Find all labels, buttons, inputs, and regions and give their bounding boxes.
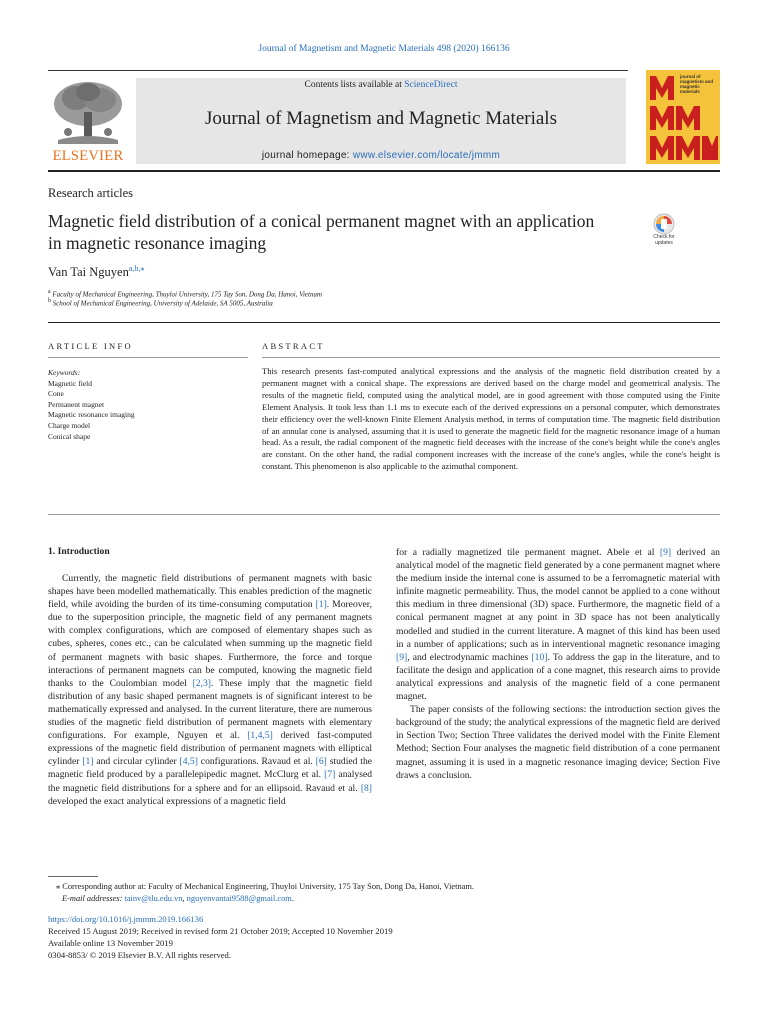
affiliation-a-mark: a: [48, 289, 51, 295]
article-info-rule: [48, 357, 248, 358]
contents-prefix: Contents lists available at: [304, 80, 405, 90]
received-dates: Received 15 August 2019; Received in revised form 21 October 2019; Accepted 10 November 2019: [48, 925, 393, 936]
body-text: , and electrodynamic machines: [407, 651, 532, 663]
affiliation-a-text: Faculty of Mechanical Engineering, Thuyloi University, 175 Tay Son, Dong Da, Hanoi, Vietnam: [52, 290, 323, 299]
journal-title: Journal of Magnetism and Magnetic Materials: [205, 108, 557, 129]
affiliation-a: [48, 289, 322, 298]
body-text: developed the exact analytical expressions of a magnetic field: [48, 795, 286, 807]
affiliation-b-mark: b: [48, 298, 51, 304]
article-section-label: Research articles: [48, 186, 134, 200]
abstract-text: This research presents fast-computed analytical expressions and the analysis of the magnetic field distribution created by a permanent magnet with a conical shape. The expressions are derived based on the charge model and geometrical analysis. The results of the magnetic field, computed using the analytical model, are in good agreement with those computed using the Finite Element Analysis. It took less than 1.1 ms to execute each of the derived expressions on a personal computer, which demonstrates their efficiency over the well-known Finite Element Analysis method, in terms of computation time. The magnetic field distribution of an annular cone is analysed, assuming that it is used to generate the magnetic field for the magnetic resonance image of a human head. As a result, the radial component of the magnetic field deceases with the increase of the cone's height while the cone's angles are constant. On the other hand, the radial component increases with the increase of the cone's angles, while the cone's height is constant. This phenomenon is also applicable to the azimuthal component.: [262, 366, 720, 472]
body-text: derived fast-computed expressions of the magnetic field distribution of permanent magnets with elliptical cylinder: [48, 730, 372, 768]
check-updates-label: Check for updates: [653, 234, 675, 246]
publication-info: [48, 914, 720, 962]
check-for-updates-badge[interactable]: [646, 213, 682, 253]
abstract-heading: ABSTRACT: [262, 341, 325, 351]
masthead-top-rule: [48, 70, 628, 71]
footnote-line: [48, 881, 720, 893]
citation-link[interactable]: [1]: [315, 599, 327, 611]
author-name[interactable]: Van Tai Nguyen: [48, 265, 129, 280]
journal-citation-link[interactable]: Journal of Magnetism and Magnetic Materials 498 (2020) 166136: [258, 44, 510, 54]
journal-masthead: [48, 70, 720, 170]
intro-paragraph-1: [48, 572, 372, 808]
homepage-label: journal homepage:: [261, 150, 353, 161]
keyword-item[interactable]: Permanent magnet: [48, 399, 105, 409]
email-link-1[interactable]: tainv@tlu.edu.vn: [124, 894, 183, 903]
elsevier-wordmark: ELSEVIER: [52, 148, 124, 164]
body-text: Currently, the magnetic field distributions of permanent magnets with basic shapes have been modelled mathematically. This enables prediction of the magnetic field, while avoiding the burden of its time-consuming computation: [48, 573, 372, 611]
keyword-item[interactable]: Magnetic field: [48, 378, 92, 388]
email-end: .: [291, 894, 294, 903]
author-affiliation-marks[interactable]: a,b,: [128, 264, 141, 273]
body-text: derived an analytical model of the magnetic field generated by a cone permanent magnet where the medium inside the internal cone is assumed to be a ferromagnetic material with infinite magnetic permeability. Thus, the model cannot be applied to a cone without this medium in three dimensional (3D) space. Furthermore, the magnetic field of a conical permanent magnet at any point in 3D space has not been analytically modelled and studied in the current literature. A magnet of this kind has been used in a number of applications; such as in interventional magnetic resonance imaging: [396, 547, 720, 650]
article-info-heading: ARTICLE INFO: [48, 341, 133, 351]
footnote-text: Corresponding author at: Faculty of Mechanical Engineering, Thuyloi University, 175 Tay Son, Dong Da, Hanoi, Vietnam.: [60, 882, 474, 891]
journal-cover-image[interactable]: [646, 70, 720, 164]
keyword-item[interactable]: Magnetic resonance imaging: [48, 410, 135, 420]
body-text: for a radially magnetized tile permanent magnet. Abele et al: [396, 547, 660, 558]
intro-paragraph-1-continued: [396, 546, 720, 703]
check-updates-icon: [646, 213, 682, 235]
footnote-rule: [48, 876, 98, 877]
citation-link[interactable]: [1]: [82, 756, 94, 768]
citation-link[interactable]: [6]: [315, 756, 327, 768]
footnote-emails: [48, 893, 720, 905]
homepage-link[interactable]: www.elsevier.com/locate/jmmm: [352, 150, 501, 161]
doi-link[interactable]: https://doi.org/10.1016/j.jmmm.2019.166136: [48, 914, 204, 924]
keyword-item[interactable]: Charge model: [48, 420, 91, 430]
citation-link[interactable]: [7]: [324, 769, 336, 781]
email-label: E-mail addresses:: [62, 894, 123, 903]
citation-link[interactable]: [9]: [396, 651, 408, 663]
citation-link[interactable]: [9]: [659, 547, 672, 558]
body-text: . These imply that the magnetic field distribution of any basic shaped permanent magnets is of significant interest to be mathematically expressed and analysed. In the current literature, there are numerous studies of the magnetic field distribution of permanent magnets with elementary configurations. For example, Nguyen et al.: [48, 677, 373, 742]
citation-link[interactable]: [4,5]: [179, 756, 198, 768]
body-column-left: [48, 572, 372, 808]
author-line: [48, 264, 144, 280]
footnote-star: ⁎: [56, 882, 61, 891]
copyright-line: 0304-8853/ © 2019 Elsevier B.V. All rights reserved.: [48, 949, 231, 960]
body-text: studied the magnetic field produced by a parallelepipedic magnet. McClurg et al.: [48, 756, 372, 781]
citation-link[interactable]: [1,4,5]: [247, 730, 273, 742]
affiliation-b: [48, 298, 273, 307]
body-text: . To address the gap in the literature, and to facilitate the design and application of a cone magnet, this research aims to provide analytical expressions and analysis of the magnetic field of a cone permanent magnet.: [396, 651, 720, 703]
body-text: . Moreover, due to the superposition principle, the magnetic field of any permanent magnets with complex configurations, which are composed of elementary shapes such as cubes, spheres, cones etc., can be calculated when summing up the magnetic field of permanent magnets with basic shapes. Furthermore, the force and torque interactions of permanent magnets can be computed, knowing the magnetic field thanks to the Coulombian model: [48, 599, 373, 689]
abstract-bottom-rule: [48, 514, 720, 515]
citation-link[interactable]: [2,3]: [192, 677, 211, 689]
keyword-item[interactable]: Conical shape: [48, 431, 91, 441]
keywords-block: [48, 368, 248, 442]
contents-line: [136, 80, 626, 90]
masthead-bottom-rule: [48, 170, 720, 172]
body-text: configurations. Ravaud et al.: [197, 756, 316, 768]
journal-title-box: [136, 78, 626, 164]
citation-link[interactable]: [8]: [360, 782, 372, 794]
article-title: Magnetic field distribution of a conical permanent magnet with an application in magnetic resonance imaging: [48, 211, 595, 253]
keyword-item[interactable]: Cone: [48, 389, 64, 399]
body-text: analysed the magnetic field distributions for a sphere and for an ellipsoid. Ravaud et al.: [48, 769, 372, 794]
abstract-rule: [262, 357, 720, 358]
keywords-label: Keywords:: [48, 368, 81, 377]
introduction-heading: 1. Introduction: [48, 546, 110, 557]
body-text: and circular cylinder: [93, 756, 180, 768]
corresponding-author-footnote: [48, 881, 720, 905]
body-column-right: [396, 546, 720, 782]
available-online: Available online 13 November 2019: [48, 937, 173, 948]
email-link-2[interactable]: nguyenvantai9588@gmail.com: [186, 894, 292, 903]
corresponding-author-mark[interactable]: ⁎: [140, 264, 145, 273]
affiliation-divider: [48, 322, 720, 323]
sciencedirect-link[interactable]: ScienceDirect: [404, 80, 458, 90]
email-separator: ,: [182, 894, 187, 903]
cover-journal-text: journal of magnetism and magnetic materials: [680, 74, 714, 94]
affiliation-b-text: School of Mechanical Engineering, University of Adelaide, SA 5005, Australia: [52, 299, 273, 308]
intro-paragraph-2: The paper consists of the following sections: the introduction section gives the background of the study; the analytical expressions of the magnetic field are derived in Section Two; Section Three validates the derived model with the Finite Element Method; Section Four analyses the magnetic field distribution of a cone permanent magnet, assuming it is used in a magnetic resonance imaging device; Section Five draws a conclusion.: [396, 704, 720, 781]
homepage-line: [136, 150, 626, 161]
citation-link[interactable]: [10]: [531, 651, 548, 663]
